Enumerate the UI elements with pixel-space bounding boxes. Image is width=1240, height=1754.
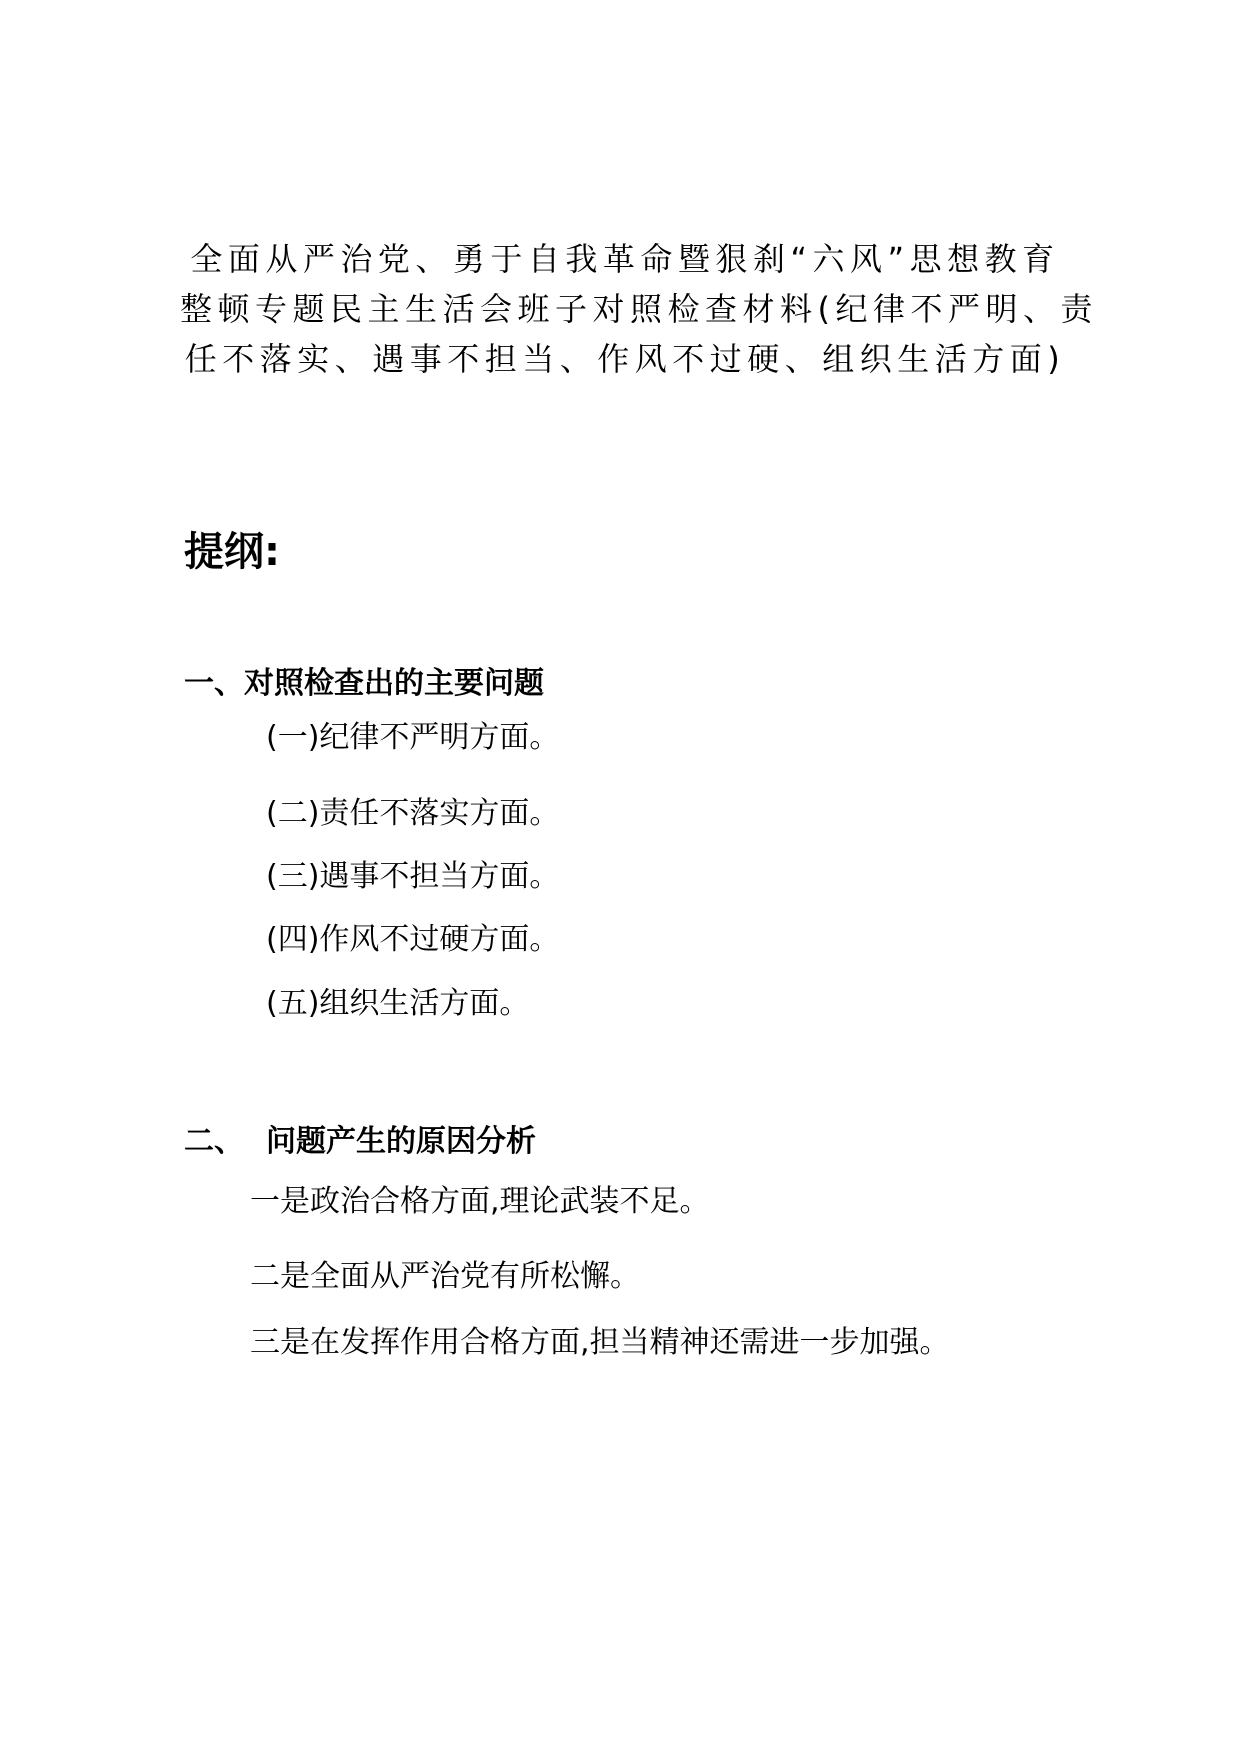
problem-item-1: (一)纪律不严明方面。 — [266, 720, 560, 755]
outline-label: 提纲: — [184, 529, 280, 575]
cause-item-2: 二是全面从严治党有所松懈。 — [250, 1259, 640, 1294]
problem-item-3: (三)遇事不担当方面。 — [266, 859, 560, 894]
title-line-1: 全面从严治党、勇于自我革命暨狠刹“六风”思想教育 — [190, 240, 1060, 278]
problem-item-2: (二)责任不落实方面。 — [266, 796, 560, 831]
section-heading-1 — [184, 664, 544, 704]
section-title-2: 问题产生的原因分析 — [266, 1124, 536, 1159]
document-title — [180, 234, 1098, 384]
problem-item-4: (四)作风不过硬方面。 — [266, 922, 560, 957]
problem-item-5: (五)组织生活方面。 — [266, 986, 530, 1021]
section-heading-2 — [184, 1122, 536, 1162]
title-line-2: 整顿专题民主生活会班子对照检查材料(纪律不严明、责 — [180, 290, 1098, 328]
section-number-2: 二、 — [184, 1124, 244, 1159]
title-line-3: 任不落实、遇事不担当、作风不过硬、组织生活方面) — [184, 340, 1066, 378]
section-number-1: 一、 — [184, 666, 244, 701]
cause-item-1: 一是政治合格方面,理论武装不足。 — [250, 1184, 710, 1219]
cause-item-3: 三是在发挥作用合格方面,担当精神还需进一步加强。 — [250, 1325, 950, 1360]
section-title-1: 对照检查出的主要问题 — [244, 666, 544, 701]
